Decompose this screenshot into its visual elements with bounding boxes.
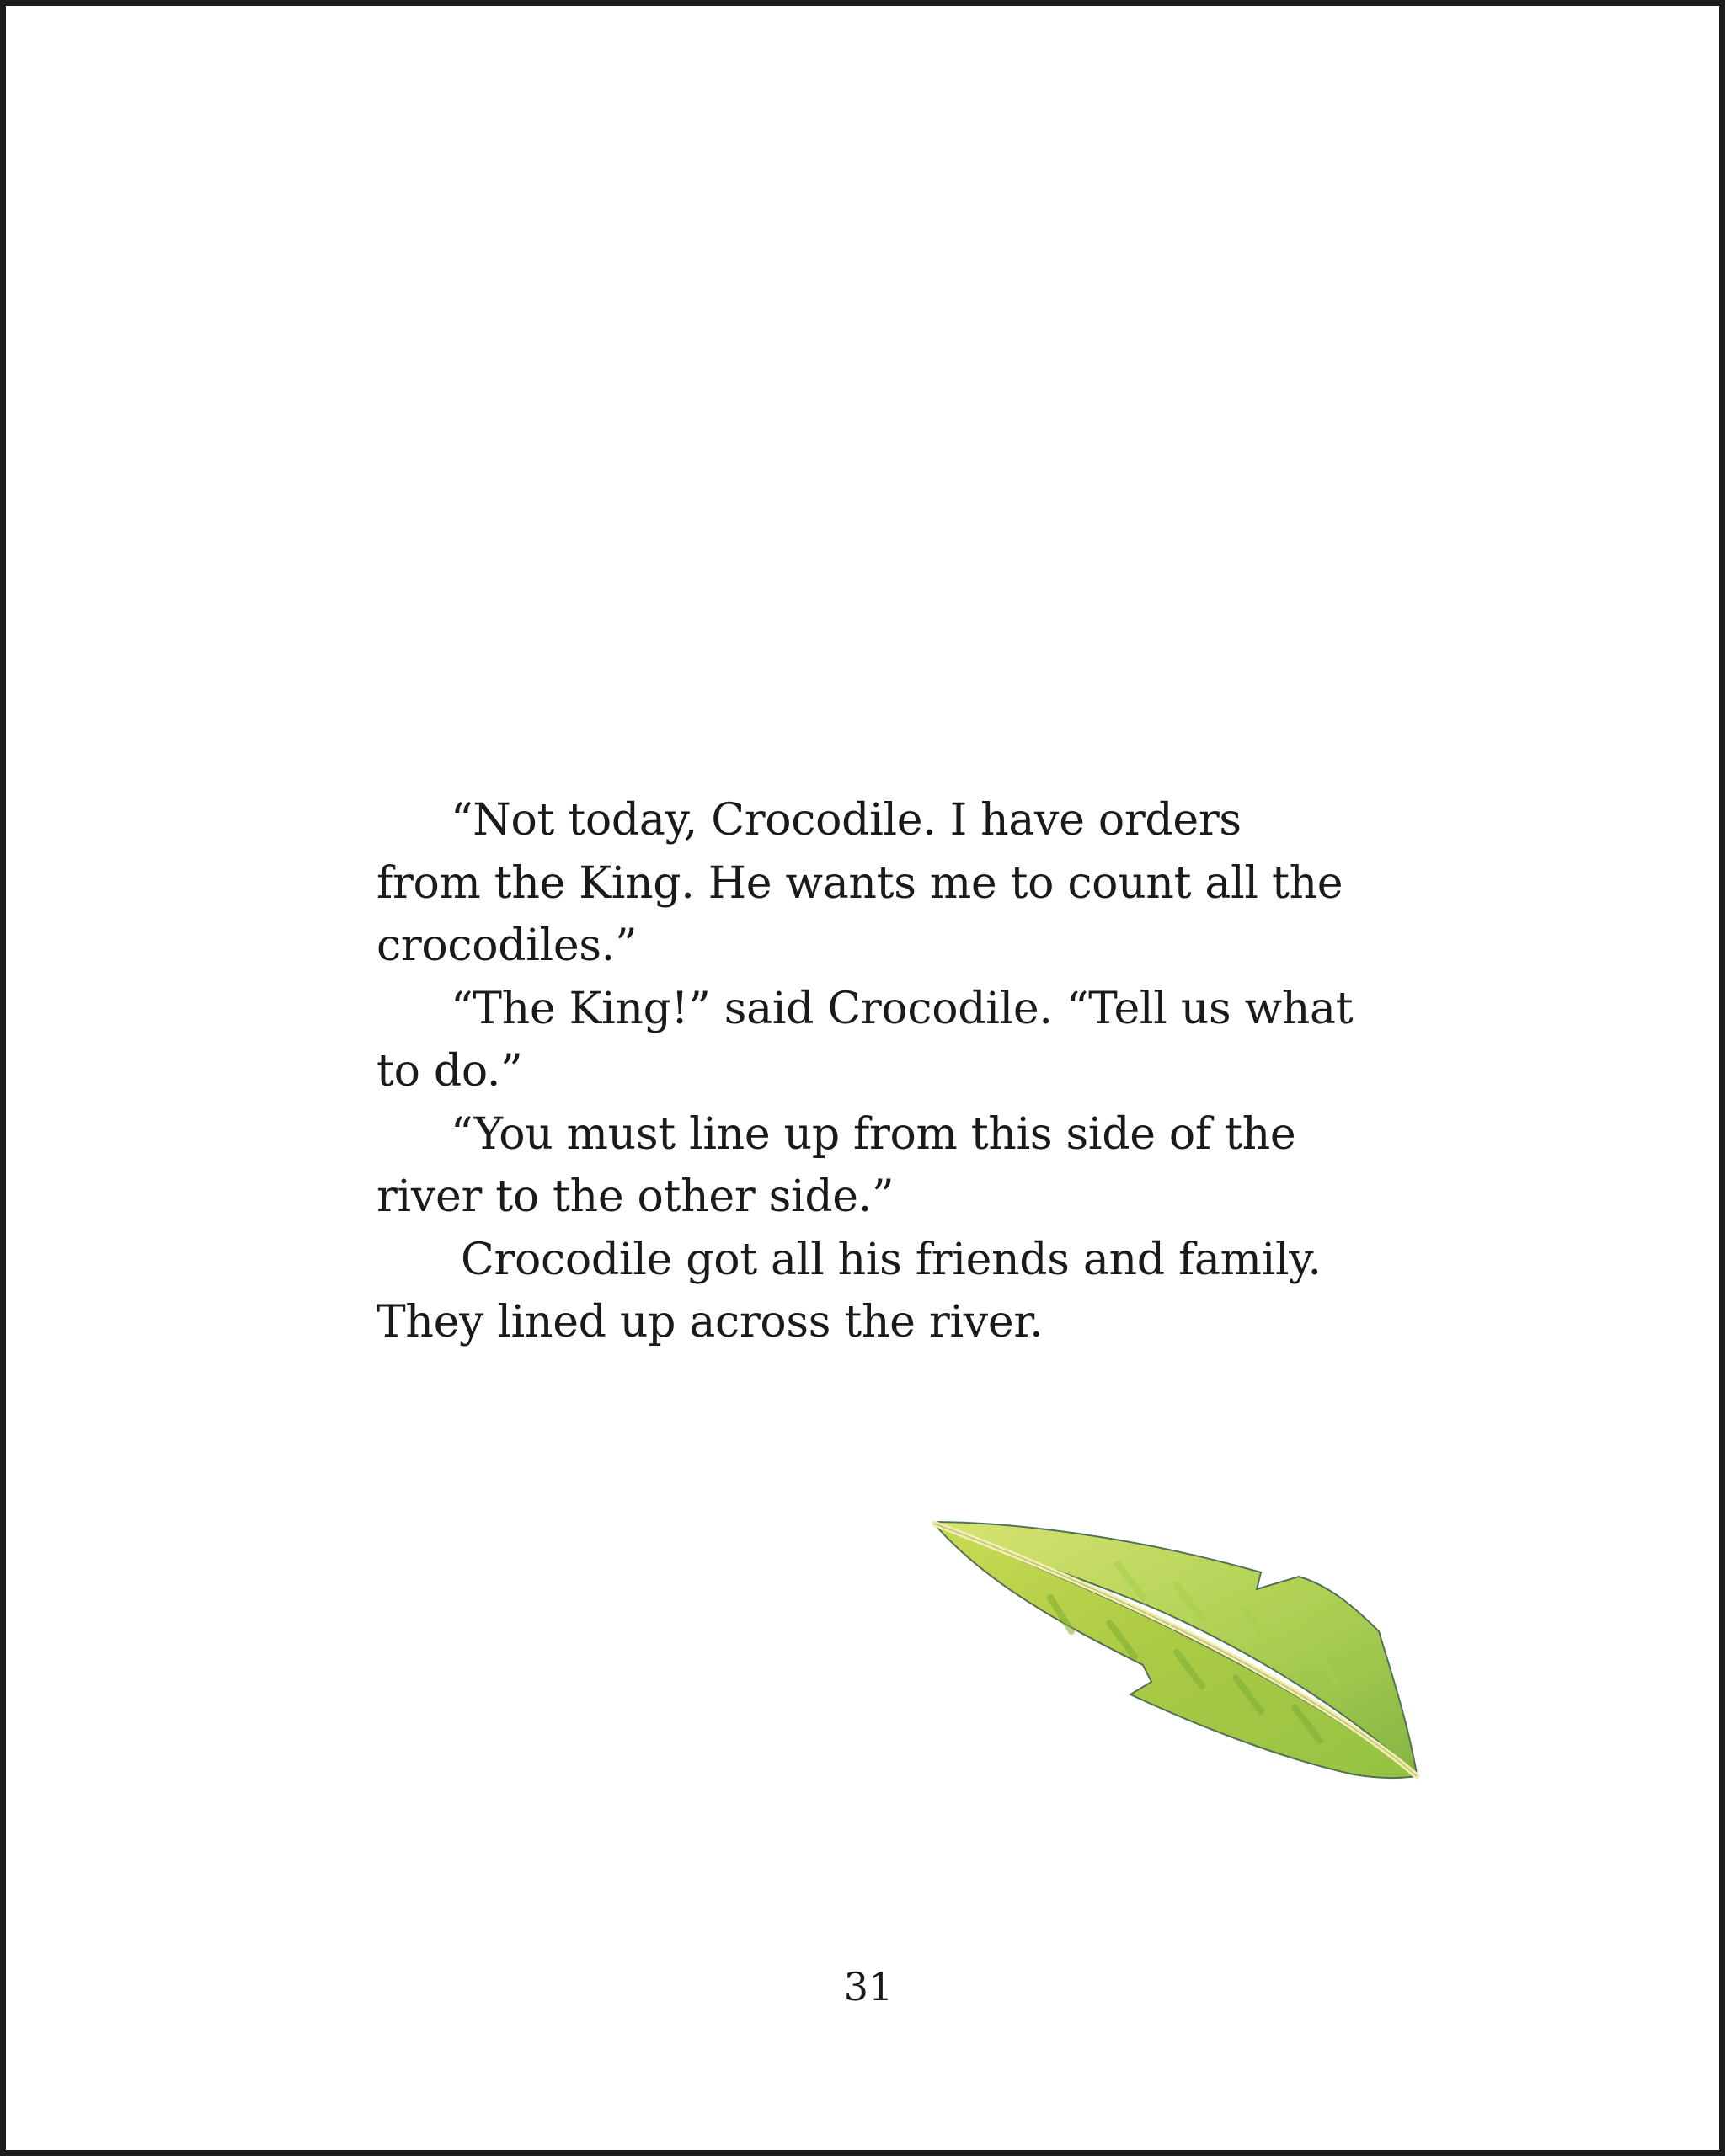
story-line: They lined up across the river. [377, 1297, 1044, 1348]
banana-leaf-icon [924, 1505, 1429, 1791]
page-number: 31 [843, 1964, 894, 2009]
story-line: from the King. He wants me to count all the [377, 857, 1343, 909]
story-line: “You must line up from this side of the [451, 1108, 1296, 1160]
story-line: river to the other side.” [377, 1171, 895, 1222]
story-text [377, 789, 1354, 1354]
story-line: “Not today, Crocodile. I have orders [451, 795, 1242, 846]
story-line: to do.” [377, 1046, 523, 1097]
story-line: crocodiles.” [377, 921, 638, 971]
story-line: “The King!” said Crocodile. “Tell us what [451, 983, 1354, 1034]
story-line: Crocodile got all his friends and family. [461, 1234, 1322, 1285]
